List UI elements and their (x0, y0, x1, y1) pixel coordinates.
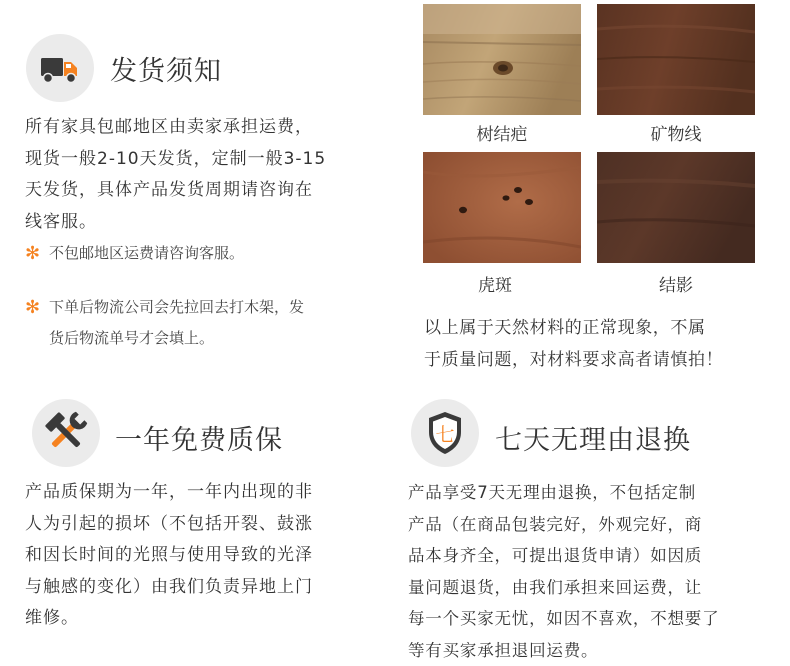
shipping-line: 线客服。 (25, 207, 375, 239)
warranty-line: 维修。 (25, 603, 375, 635)
warranty-line: 与触感的变化）由我们负责异地上门 (25, 572, 375, 604)
wood-swatch-figure-shadow (597, 152, 755, 263)
returns-line: 每一个买家无忧，如因不喜欢，不想要了 (408, 603, 788, 635)
shipping-note (25, 292, 375, 354)
shipping-line: 现货一般2-10天发货，定制一般3-15 (25, 144, 375, 176)
shipping-line: 所有家具包邮地区由卖家承担运费， (25, 112, 375, 144)
wood-swatch-mineral-line (597, 4, 755, 115)
warranty-body (25, 477, 375, 635)
truck-icon (26, 34, 94, 102)
shield-seven-icon (411, 399, 479, 467)
swatch-label: 结影 (597, 271, 755, 296)
material-notice (424, 313, 784, 376)
swatch-label: 树结疤 (423, 120, 581, 145)
note-line: 下单后物流公司会先拉回去打木架，发 (49, 292, 304, 323)
swatch-label: 虎斑 (416, 271, 574, 296)
shipping-title: 发货须知 (110, 49, 222, 88)
badge-text: 七 (435, 424, 454, 446)
returns-line: 量问题退货，由我们承担来回运费，让 (408, 572, 788, 604)
note-text: 不包邮地区运费请咨询客服。 (49, 238, 244, 269)
wood-swatch-knot (423, 4, 581, 115)
shipping-body (25, 112, 375, 238)
returns-body (408, 477, 788, 666)
asterisk-icon: ✻ (25, 238, 40, 269)
returns-line: 产品享受7天无理由退换，不包括定制 (408, 477, 788, 509)
shipping-note (25, 238, 375, 270)
notice-line: 于质量问题，对材料要求高者请慎拍！ (424, 345, 784, 377)
shipping-line: 天发货，具体产品发货周期请咨询在 (25, 175, 375, 207)
returns-line: 产品（在商品包装完好，外观完好，商 (408, 509, 788, 541)
note-line: 货后物流单号才会填上。 (49, 323, 304, 354)
returns-line: 等有买家承担退回运费。 (408, 635, 788, 666)
wrench-hammer-icon (32, 399, 100, 467)
warranty-line: 和因长时间的光照与使用导致的光泽 (25, 540, 375, 572)
note-text (49, 292, 304, 354)
warranty-line: 产品质保期为一年，一年内出现的非 (25, 477, 375, 509)
returns-line: 品本身齐全，可提出退货申请）如因质 (408, 540, 788, 572)
wood-swatch-tiger-stripe (423, 152, 581, 263)
swatch-label: 矿物线 (597, 120, 755, 145)
notice-line: 以上属于天然材料的正常现象，不属 (424, 313, 784, 345)
returns-title: 七天无理由退换 (495, 418, 691, 457)
warranty-line: 人为引起的损坏（不包括开裂、鼓涨 (25, 509, 375, 541)
asterisk-icon: ✻ (25, 292, 40, 323)
warranty-title: 一年免费质保 (115, 418, 283, 457)
